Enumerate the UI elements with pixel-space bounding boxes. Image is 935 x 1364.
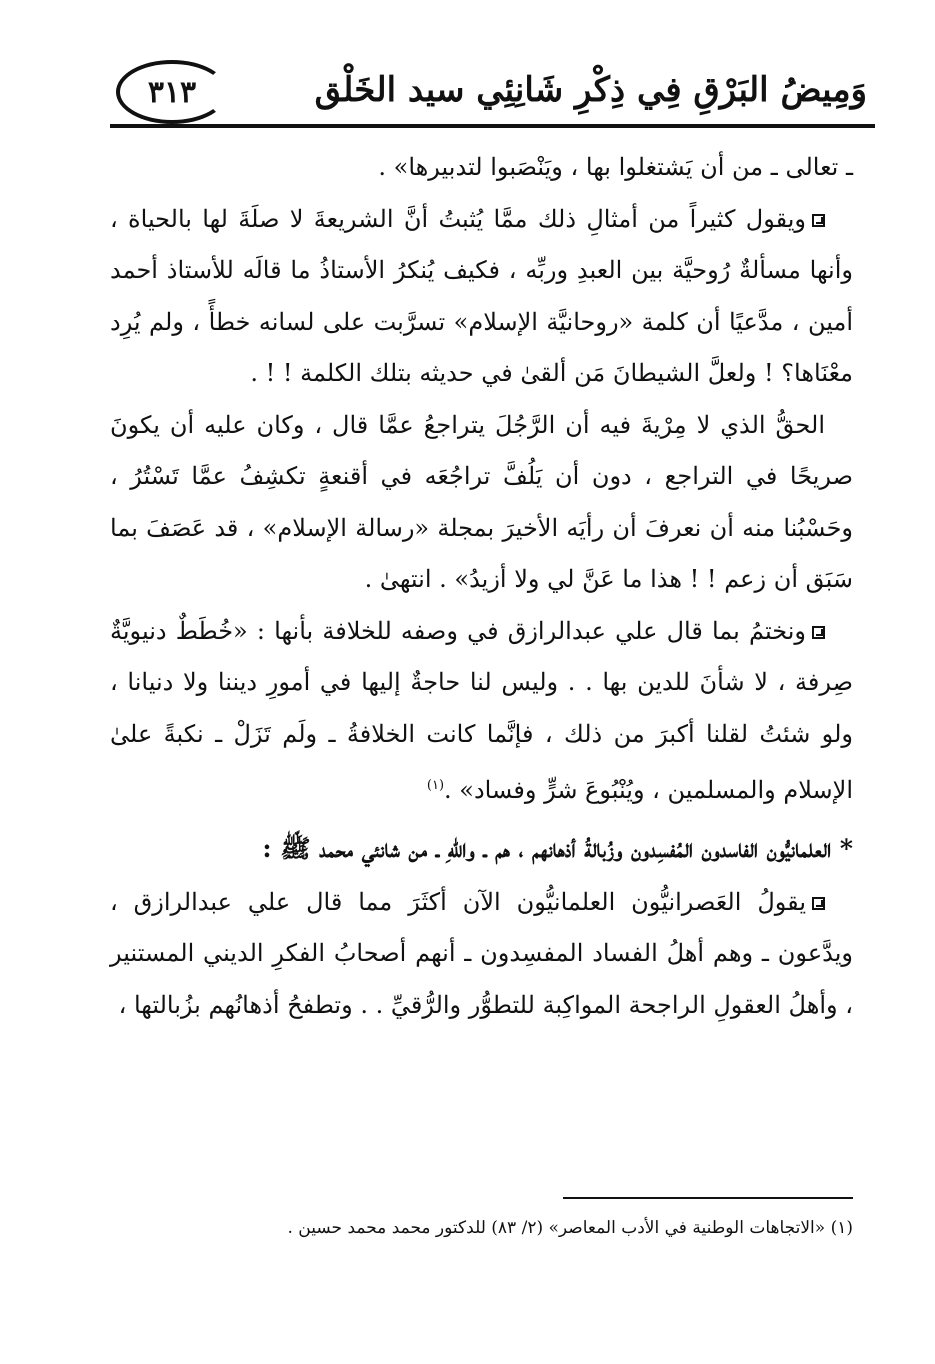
paragraph-3: الحقُّ الذي لا مِرْيةَ فيه أن الرَّجُلَ يتراجعُ عمَّا قال ، وكان عليه أن يكونَ صريحًا في التراجع ، دون أن يَلُفَّ تراجُعَه في أقنعةٍ تكشِفُ عمَّا تَسْتُرُ ، وحَسْبُنا منه أن نعرفَ أن رأيَه الأخيرَ بمجلة «رسالة الإسلام» ، قد عَصَفَ بما سَبَق أن زعم ! ! هذا ما عَنَّ لي ولا أزيدُ» . انتهىٰ . [110, 410, 853, 593]
main-text [110, 142, 853, 1031]
paragraph-5: يقولُ العَصرانيُّون العلمانيُّون الآن أكثَرَ مما قال علي عبدالرازق ، ويدَّعون ـ وهم أهلُ الفساد المفسِدون ـ أنهم أصحابُ الفكرِ الديني المستنير ، وأهلُ العقولِ الراجحة المواكِبة للتطوُّر والرُّقيِّ . . وتطفحُ أذهانُهم بزُبالتها ، [110, 887, 854, 1019]
footnote: (١) «الاتجاهات الوطنية في الأدب المعاصر» (٢/ ٨٣) للدكتور محمد محمد حسين . [287, 1218, 853, 1238]
page-header [110, 48, 875, 130]
paragraph-1: ـ تعالى ـ من أن يَشتغلوا بها ، ويَنْصَبوا لتدبيرها» . [378, 153, 853, 181]
running-title: وَمِيضُ البَرْقِ فِي ذِكْرِ شَانِئِي سيد الخَلْق [314, 70, 867, 110]
footnote-rule [563, 1197, 853, 1199]
square-bullet-icon [812, 626, 825, 639]
paragraph-4: ونختمُ بما قال علي عبدالرازق في وصفه للخلافة بأنها : «خُطَطٌ دنيويَّةٌ صِرفة ، لا شأنَ للدين بها . . وليس لنا حاجةٌ إليها في أمورِ ديننا ولا دنيانا ، ولو شئتُ لقلنا أكبرَ من ذلك ، فإنَّما كانت الخلافةُ ـ ولَم تَزَلْ ـ نكبةً علىٰ الإسلام والمسلمين ، ويُنْبُوعَ شرٍّ وفساد» .$^{(١)}$ [110, 616, 853, 804]
header-rule [110, 124, 875, 128]
section-heading: * العلمانيُّون الفاسدون المُفسِدون وزُبالةُ أذهانهم ، هم ـ واللهِ ـ من شانئي محمد ﷺ : [262, 833, 853, 863]
page-number: ٣١٣ [116, 60, 228, 124]
square-bullet-icon [812, 214, 825, 227]
square-bullet-icon [812, 897, 825, 910]
paragraph-2: ويقول كثيراً من أمثالِ ذلك ممَّا يُثبتُ أنَّ الشريعةَ لا صلَةَ لها بالحياة ، وأنها مسألةٌ رُوحيَّة بين العبدِ وربِّه ، فكيف يُنكرُ الأستاذُ ما قالَه للأستاذ أحمد أمين ، مدَّعيًا أن كلمة «روحانيَّة الإسلام» تسرَّبت على لسانه خطأً ، ولم يُرِد معْنَاها؟ ! ولعلَّ الشيطانَ مَن ألقىٰ في حديثه بتلك الكلمة ! ! . [110, 204, 853, 387]
footnote-ref: (١) [426, 778, 445, 793]
